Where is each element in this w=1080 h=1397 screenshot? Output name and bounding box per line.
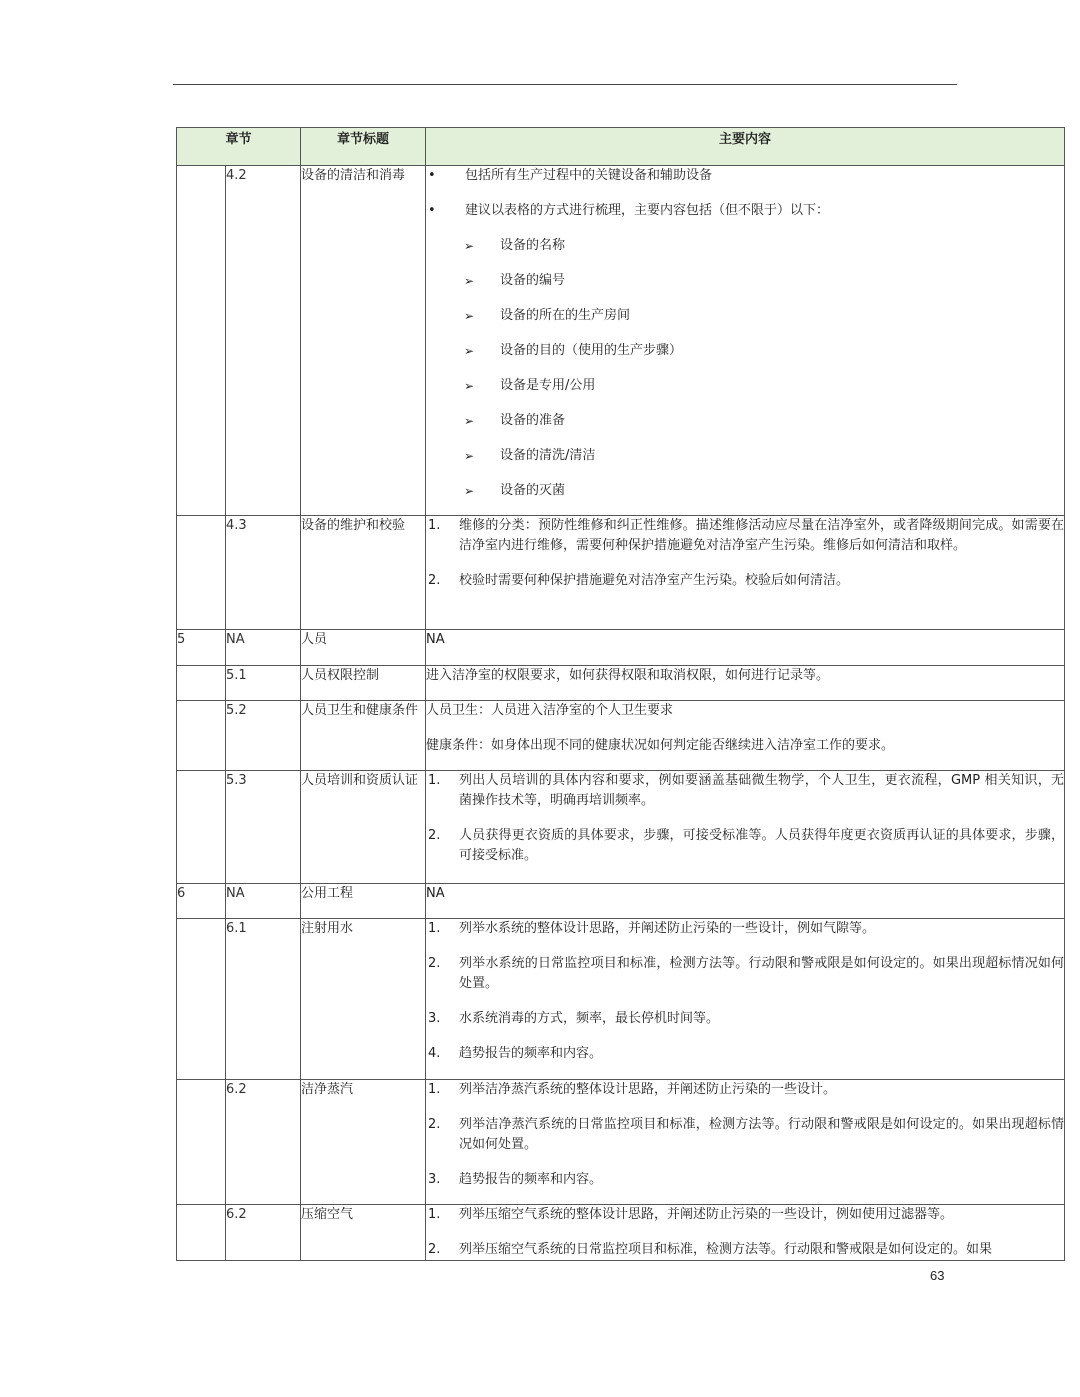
title-cell: 人员权限控制 [301, 666, 426, 701]
paragraph: 健康条件：如身体出现不同的健康状况如何判定能否继续进入洁净室工作的要求。 [426, 738, 895, 753]
content-table [176, 127, 1065, 1261]
table-row [177, 884, 1065, 919]
arrow-item: ➢ 设备是专用/公用 [426, 376, 1064, 396]
numbered-item: 1. 列出人员培训的具体内容和要求，例如要涵盖基础微生物学，个人卫生，更衣流程，GMP 相关知识，无菌操作技术等，明确再培训频率。 [428, 773, 1065, 808]
chapter-cell [177, 771, 226, 884]
content-cell [426, 1080, 1065, 1205]
bullet-icon: • [428, 203, 436, 218]
content-cell: NA [426, 884, 1065, 919]
content-cell: NA [426, 630, 1065, 666]
numbered-item: 1. 列举压缩空气系统的整体设计思路，并阐述防止污染的一些设计，例如使用过滤器等。 [428, 1207, 954, 1222]
col-chapter-header: 章节 [177, 128, 301, 166]
title-cell: 注射用水 [301, 919, 426, 1080]
arrow-item: ➢ 设备的所在的生产房间 [426, 306, 1064, 326]
chapter-cell [177, 516, 226, 630]
chapter-cell [177, 666, 226, 701]
chapter-cell [177, 701, 226, 771]
table-row [177, 701, 1065, 771]
chapter-cell [177, 1080, 226, 1205]
page-number: 63 [930, 1268, 945, 1283]
bullet-item: • 包括所有生产过程中的关键设备和辅助设备 [426, 166, 1064, 186]
table-row [177, 630, 1065, 666]
table-row [177, 771, 1065, 884]
numbered-item: 1. 列举洁净蒸汽系统的整体设计思路，并阐述防止污染的一些设计。 [428, 1082, 837, 1097]
section-cell: 5.2 [226, 701, 301, 771]
table-header-row [177, 128, 1065, 166]
numbered-item: 2. 列举水系统的日常监控项目和标准，检测方法等。行动限和警戒限是如何设定的。如果出现超标情况如何处置。 [428, 956, 1065, 991]
section-cell: 6.2 [226, 1205, 301, 1261]
numbered-item: 2. 列举洁净蒸汽系统的日常监控项目和标准，检测方法等。行动限和警戒限是如何设定的。如果出现超标情况如何处置。 [428, 1117, 1065, 1152]
chapter-cell [177, 1205, 226, 1261]
title-cell: 设备的维护和校验 [301, 516, 426, 630]
arrow-bullet-icon: ➢ [464, 344, 475, 358]
numbered-item: 2. 人员获得更衣资质的具体要求，步骤，可接受标准等。人员获得年度更衣资质再认证的具体要求，步骤，可接受标准。 [428, 828, 1065, 863]
section-cell: NA [226, 630, 301, 666]
chapter-cell: 6 [177, 884, 226, 919]
bullet-icon: • [428, 168, 436, 183]
arrow-bullet-icon: ➢ [464, 239, 475, 253]
numbered-item: 1. 维修的分类：预防性维修和纠正性维修。描述维修活动应尽量在洁净室外，或者降级期间完成。如需要在洁净室内进行维修，需要何种保护措施避免对洁净室产生污染。维修后如何清洁和取样。 [428, 518, 1065, 553]
numbered-item: 2. 校验时需要何种保护措施避免对洁净室产生污染。校验后如何清洁。 [428, 573, 850, 588]
section-cell: 5.3 [226, 771, 301, 884]
title-cell: 压缩空气 [301, 1205, 426, 1261]
content-cell [426, 1205, 1065, 1261]
table-row [177, 666, 1065, 701]
numbered-item: 2. 列举压缩空气系统的日常监控项目和标准，检测方法等。行动限和警戒限是如何设定的。如果 [428, 1242, 993, 1257]
arrow-item: ➢ 设备的清洗/清洁 [426, 446, 1064, 466]
title-cell: 设备的清洁和消毒 [301, 166, 426, 516]
title-cell: 人员 [301, 630, 426, 666]
arrow-item: ➢ 设备的灭菌 [426, 481, 1064, 501]
numbered-item: 3. 趋势报告的频率和内容。 [428, 1172, 603, 1187]
content-cell [426, 919, 1065, 1080]
arrow-item: ➢ 设备的准备 [426, 411, 1064, 431]
bullet-item: • 建议以表格的方式进行梳理，主要内容包括（但不限于）以下： [426, 201, 1064, 221]
section-cell: NA [226, 884, 301, 919]
section-cell: 4.3 [226, 516, 301, 630]
table-row [177, 919, 1065, 1080]
numbered-item: 3. 水系统消毒的方式，频率，最长停机时间等。 [428, 1011, 720, 1026]
title-cell: 洁净蒸汽 [301, 1080, 426, 1205]
title-cell: 人员卫生和健康条件 [301, 701, 426, 771]
section-cell: 4.2 [226, 166, 301, 516]
col-title-header: 章节标题 [301, 128, 426, 166]
content-cell: 进入洁净室的权限要求，如何获得权限和取消权限，如何进行记录等。 [426, 666, 1065, 701]
title-cell: 人员培训和资质认证 [301, 771, 426, 884]
arrow-item: ➢ 设备的编号 [426, 271, 1064, 291]
arrow-bullet-icon: ➢ [464, 309, 475, 323]
chapter-cell [177, 166, 226, 516]
content-cell [426, 516, 1065, 630]
content-cell [426, 771, 1065, 884]
table-row [177, 1205, 1065, 1261]
arrow-bullet-icon: ➢ [464, 379, 475, 393]
numbered-item: 1. 列举水系统的整体设计思路，并阐述防止污染的一些设计，例如气隙等。 [428, 921, 876, 936]
chapter-cell [177, 919, 226, 1080]
paragraph: 人员卫生：人员进入洁净室的个人卫生要求 [426, 703, 674, 718]
content-cell [426, 701, 1065, 771]
table-row [177, 166, 1065, 516]
section-cell: 5.1 [226, 666, 301, 701]
arrow-bullet-icon: ➢ [464, 449, 475, 463]
arrow-item: ➢ 设备的名称 [426, 236, 1064, 256]
title-cell: 公用工程 [301, 884, 426, 919]
col-content-header: 主要内容 [426, 128, 1065, 166]
content-cell [426, 166, 1065, 516]
arrow-bullet-icon: ➢ [464, 484, 475, 498]
arrow-item: ➢ 设备的目的（使用的生产步骤） [426, 341, 1064, 361]
arrow-bullet-icon: ➢ [464, 274, 475, 288]
section-cell: 6.1 [226, 919, 301, 1080]
header-rule [173, 84, 957, 85]
table-row [177, 516, 1065, 630]
arrow-bullet-icon: ➢ [464, 414, 475, 428]
table-row [177, 1080, 1065, 1205]
numbered-item: 4. 趋势报告的频率和内容。 [428, 1046, 603, 1061]
section-cell: 6.2 [226, 1080, 301, 1205]
chapter-cell: 5 [177, 630, 226, 666]
